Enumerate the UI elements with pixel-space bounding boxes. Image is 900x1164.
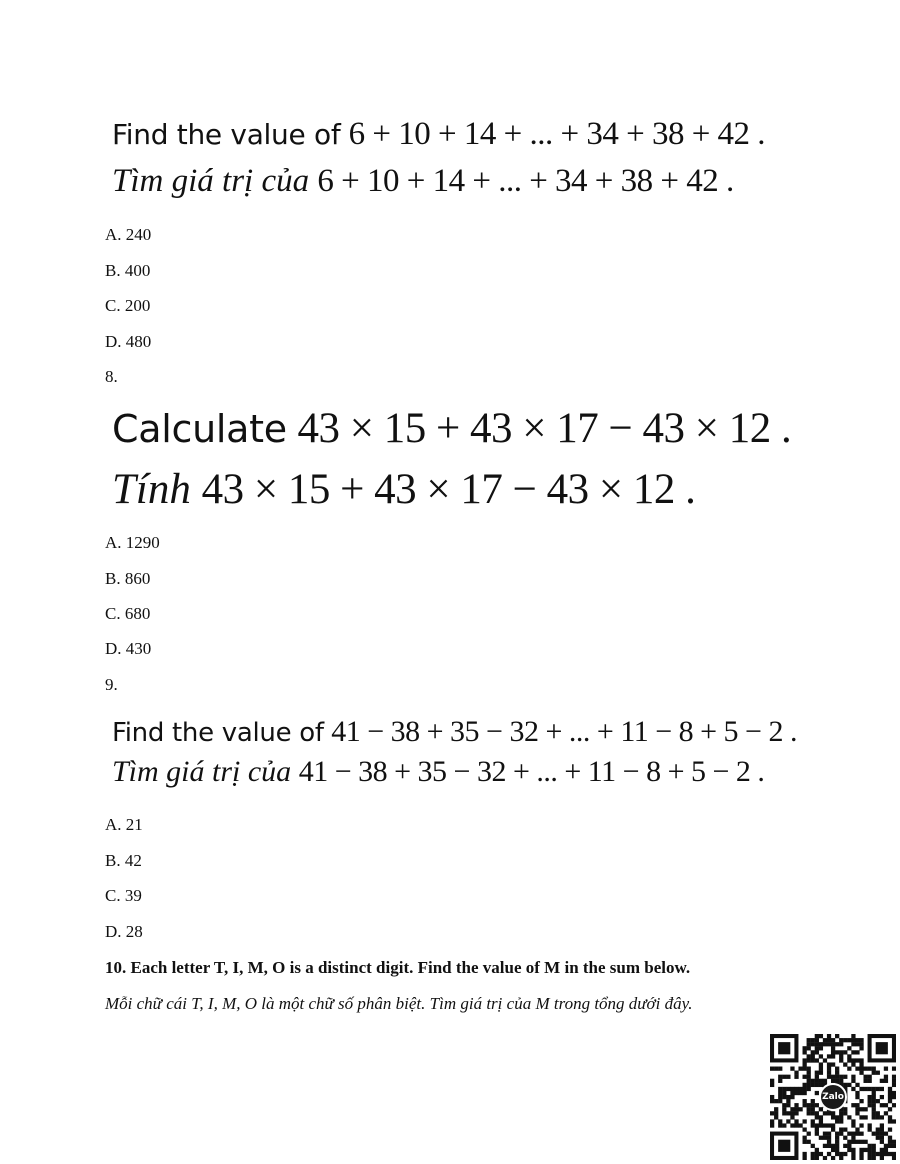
question-8-expression-vi: 43 × 15 + 43 × 17 − 43 × 12 . [201, 466, 696, 513]
question-10-vietnamese: Mỗi chữ cái T, I, M, O là một chữ số phân biệt. Tìm giá trị của M trong tổng dưới đây. [105, 994, 693, 1013]
question-8-expression: 43 × 15 + 43 × 17 − 43 × 12 . [297, 405, 792, 452]
question-8-english [112, 407, 791, 468]
question-9-statement [112, 717, 797, 797]
question-9-vietnamese-prefix: Tìm giá trị của [112, 755, 292, 788]
question-9-option-d: D. 28 [105, 922, 143, 941]
question-10-english: 10. Each letter T, I, M, O is a distinct digit. Find the value of M in the sum below. [105, 958, 691, 977]
question-8-vietnamese [112, 468, 791, 529]
question-9-number: 9. [105, 675, 118, 694]
question-9-english-prefix: Find the value of [112, 718, 324, 748]
question-7-statement [112, 118, 765, 212]
question-8-option-b: B. 860 [105, 569, 151, 588]
question-7-expression: 6 + 10 + 14 + ... + 34 + 38 + 42 . [348, 116, 766, 152]
question-8-english-prefix: Calculate [112, 407, 287, 451]
question-8-vietnamese-prefix: Tính [112, 466, 191, 513]
question-7-option-c: C. 200 [105, 296, 151, 315]
question-7-vietnamese [112, 165, 765, 212]
question-7-option-b: B. 400 [105, 261, 151, 280]
question-9-vietnamese [112, 757, 797, 797]
question-9-expression-vi: 41 − 38 + 35 − 32 + ... + 11 − 8 + 5 − 2 . [298, 755, 765, 788]
question-8-statement [112, 407, 791, 529]
question-7-english-prefix: Find the value of [112, 118, 341, 151]
question-8-option-c: C. 680 [105, 604, 151, 623]
question-8-option-a: A. 1290 [105, 533, 160, 552]
question-7-vietnamese-prefix: Tìm giá trị của [112, 163, 310, 199]
question-8-option-d: D. 430 [105, 639, 152, 658]
question-9-expression: 41 − 38 + 35 − 32 + ... + 11 − 8 + 5 − 2 . [331, 715, 797, 748]
question-9-option-a: A. 21 [105, 815, 143, 834]
question-7-expression-vi: 6 + 10 + 14 + ... + 34 + 38 + 42 . [317, 163, 734, 199]
zalo-logo: Zalo [819, 1083, 847, 1111]
question-9-english [112, 717, 797, 757]
qr-code-icon [770, 1034, 896, 1160]
question-9-option-c: C. 39 [105, 886, 142, 905]
question-9-option-b: B. 42 [105, 851, 142, 870]
question-7-english [112, 118, 765, 165]
question-7-option-d: D. 480 [105, 332, 152, 351]
question-8-number: 8. [105, 367, 118, 386]
question-7-option-a: A. 240 [105, 225, 152, 244]
